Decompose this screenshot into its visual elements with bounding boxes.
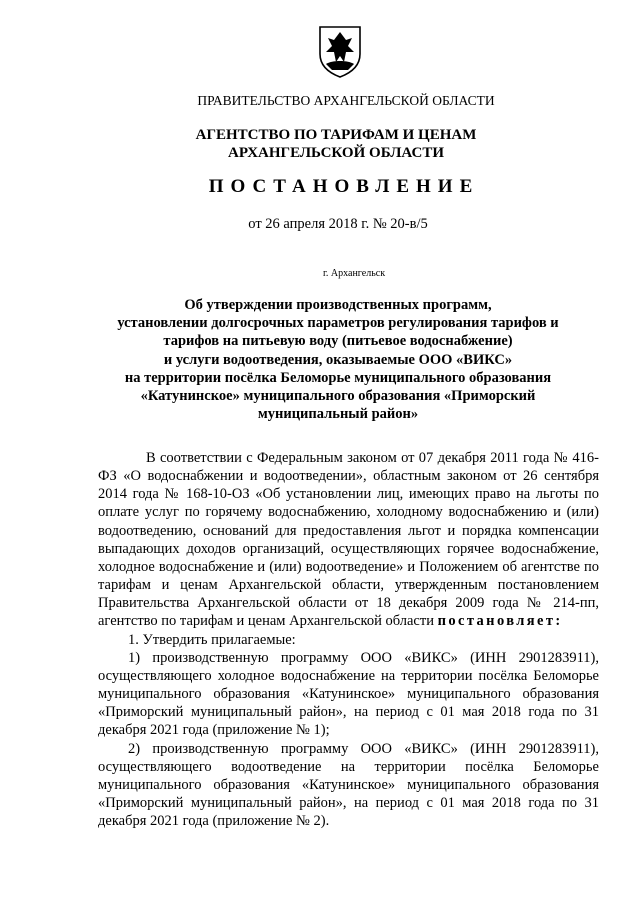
agency-name-line1: АГЕНТСТВО ПО ТАРИФАМ И ЦЕНАМ bbox=[195, 127, 477, 143]
agency-name-line2: АРХАНГЕЛЬСКОЙ ОБЛАСТИ bbox=[228, 145, 444, 161]
decree-word: постановляет: bbox=[437, 613, 563, 630]
title-line: «Катунинское» муниципального образования «Приморский bbox=[140, 388, 536, 405]
title-line: муниципальный район» bbox=[257, 406, 419, 423]
item-1: 1. Утвердить прилагаемые: bbox=[128, 631, 296, 648]
preamble-text: В соответствии с Федеральным законом от 07 декабря 2011 года № 416-ФЗ «О водоснабжении и водоотведении», областным законом от 26 сентября 2014 года № 168-10-ОЗ «Об установлении лиц, имеющих право на льготы по оплате услуг по горячему водоснабжению, холодному водоснабжению и (или) водоотведению, оснований для предоставления льгот и порядка компенсации выпадающих доходов организаций, осуществляющих горячее водоснабжение, холодное водоснабжение и (или) водоотведение» и Положением об агентстве по тарифам и ценам Архангельской области, утвержденным постановлением Правительства Архангельской области от 18 декабря 2009 года № 214-пп, агентство по тарифам и ценам Архангельской области bbox=[98, 450, 599, 630]
document-title bbox=[18, 296, 640, 423]
preamble-paragraph bbox=[98, 449, 599, 631]
document-body bbox=[98, 449, 599, 830]
date-and-number: от 26 апреля 2018 г. № 20-в/5 bbox=[248, 216, 428, 232]
title-line: на территории посёлка Беломорье муниципального образования bbox=[124, 369, 552, 386]
item-1-2: 2) производственную программу ООО «ВИКС» (ИНН 2901283911), осуществляющего водоотведение на территории посёлка Беломорье муниципального образования «Катунинское» муниципального образования «Приморский муниципальный район», на период с 01 мая 2018 года по 31 декабря 2021 года (приложение № 2). bbox=[98, 740, 599, 830]
title-line: тарифов на питьевую воду (питьевое водоснабжение) bbox=[163, 333, 513, 350]
title-line: установлении долгосрочных параметров регулирования тарифов и bbox=[117, 315, 559, 332]
title-line: Об утверждении производственных программ, bbox=[184, 297, 492, 313]
city: г. Архангельск bbox=[322, 268, 386, 279]
agency-name bbox=[16, 126, 640, 162]
document-type: ПОСТАНОВЛЕНИЕ bbox=[208, 176, 480, 197]
item-1-1: 1) производственную программу ООО «ВИКС» (ИНН 2901283911), осуществляющего холодное водоснабжение на территории посёлка Беломорье муниципального образования «Катунинское» муниципального образования «Приморский муниципальный район», на период с 01 мая 2018 года по 31 декабря 2021 года (приложение № 1); bbox=[98, 649, 599, 739]
arkhangelsk-coat-of-arms-icon bbox=[318, 24, 362, 78]
title-line: и услуги водоотведения, оказываемые ООО «ВИКС» bbox=[163, 351, 513, 368]
government-name: ПРАВИТЕЛЬСТВО АРХАНГЕЛЬСКОЙ ОБЛАСТИ bbox=[197, 93, 495, 108]
